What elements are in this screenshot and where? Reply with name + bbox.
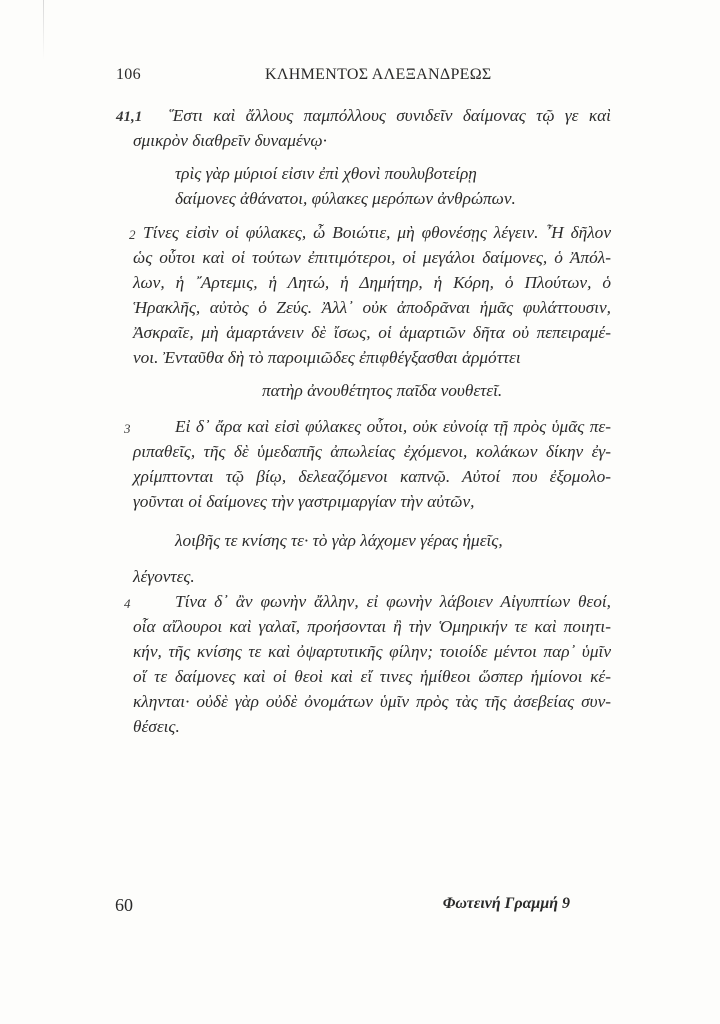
text-line: κληνται· οὐδὲ γὰρ οὐδὲ ὀνομάτων ὑμῖν πρὸς τὰς τῆς ἀσεβείας συν- xyxy=(133,692,611,711)
text-line: θέσεις. xyxy=(133,717,180,736)
text-line: οἵ τε δαίμονες καὶ οἱ θεοὶ καὶ εἴ τινες ἡμίθεοι ὥσπερ ἡμίονοι κέ- xyxy=(133,667,611,686)
text-line: οἷα αἴλουροι καὶ γαλαῖ, προήσονται ἢ τὴν Ὁμηρικήν τε καὶ ποιητι- xyxy=(133,617,611,636)
text-line: Ἀσκραῖε, μὴ ἁμαρτάνειν δὲ ἴσως, οἱ ἁμαρτιῶν δῆτα οὐ πεπειραμέ- xyxy=(133,323,611,342)
running-title: ΚΛΗΜΕΝΤΟΣ ΑΛΕΞΑΝΔΡΕΩΣ xyxy=(265,66,492,83)
section-marker-2: 2 xyxy=(129,227,136,242)
verse-line: πατὴρ ἀνουθέτητος παῖδα νουθετεῖ. xyxy=(262,381,503,400)
header-page-number: 106 xyxy=(116,66,141,83)
text-line: γοῦνται οἱ δαίμονες τὴν γαστριμαργίαν τὴν αὐτῶν, xyxy=(133,492,475,511)
text-line: νοι. Ἐνταῦθα δὴ τὸ παροιμιῶδες ἐπιφθέγξασθαι ἁρμόττει xyxy=(133,348,521,367)
text-line: Ἡρακλῆς, αὐτὸς ὁ Ζεύς. Ἀλλ᾽ οὐκ ἀποδρᾶναι ἡμᾶς φυλάττουσιν, xyxy=(133,298,611,317)
section-marker-3: 3 xyxy=(124,421,131,436)
text-line: ῞Εστι καὶ ἄλλους παμπόλλους συνιδεῖν δαίμονας τῷ γε καὶ xyxy=(167,106,611,125)
verse-line: λοιβῆς τε κνίσης τε· τὸ γὰρ λάχομεν γέρας ἡμεῖς, xyxy=(175,531,503,550)
section-marker-4: 4 xyxy=(124,596,131,611)
text-line: Εἰ δ᾽ ἄρα καὶ εἰσὶ φύλακες οὗτοι, οὐκ εὐνοίᾳ τῇ πρὸς ὑμᾶς πε- xyxy=(175,417,611,436)
text-line: κήν, τῆς κνίσης τε καὶ ὀψαρτυτικῆς φίλην; τοιοίδε μέντοι παρ᾽ ὑμῖν xyxy=(133,642,611,661)
verse-line: δαίμονες ἀθάνατοι, φύλακες μερόπων ἀνθρώπων. xyxy=(175,189,516,208)
text-line: ὡς οὗτοι καὶ οἱ τούτων ἐπιτιμότεροι, οἱ μεγάλοι δαίμονες, ὁ Ἀπόλ- xyxy=(133,248,611,267)
verse-line: τρὶς γὰρ μύριοί εἰσιν ἐπὶ χθονὶ πουλυβοτείρῃ xyxy=(175,164,477,183)
text-line: Τίνες εἰσὶν οἱ φύλακες, ὦ Βοιώτιε, μὴ φθονέσῃς λέγειν. ῏Η δῆλον xyxy=(143,223,611,242)
text-line: σμικρὸν διαθρεῖν δυναμένῳ· xyxy=(133,131,327,150)
footer-page-number: 60 xyxy=(115,895,133,915)
text-line: λέγοντες. xyxy=(133,567,195,586)
section-marker-41-1: 41,1 xyxy=(116,109,143,125)
text-line: ριπαθεῖς, τῆς δὲ ὑμεδαπῆς ἀπωλείας ἐχόμενοι, κολάκων δίκην ἐγ- xyxy=(133,442,611,461)
running-header xyxy=(116,66,610,86)
text-line: λων, ἡ ῎Αρτεμις, ἡ Λητώ, ἡ Δημήτηρ, ἡ Κόρη, ὁ Πλούτων, ὁ xyxy=(133,273,611,292)
text-line: χρίμπτονται τῷ βίῳ, δελεαζόμενοι καπνῷ. Αὐτοί που ἐξομολο- xyxy=(133,467,611,486)
footer-book-title: Φωτεινή Γραμμή 9 xyxy=(442,895,570,912)
page-binding-edge xyxy=(43,0,44,60)
text-line: Τίνα δ᾽ ἂν φωνὴν ἄλλην, εἰ φωνὴν λάβοιεν Αἰγυπτίων θεοί, xyxy=(175,592,611,611)
